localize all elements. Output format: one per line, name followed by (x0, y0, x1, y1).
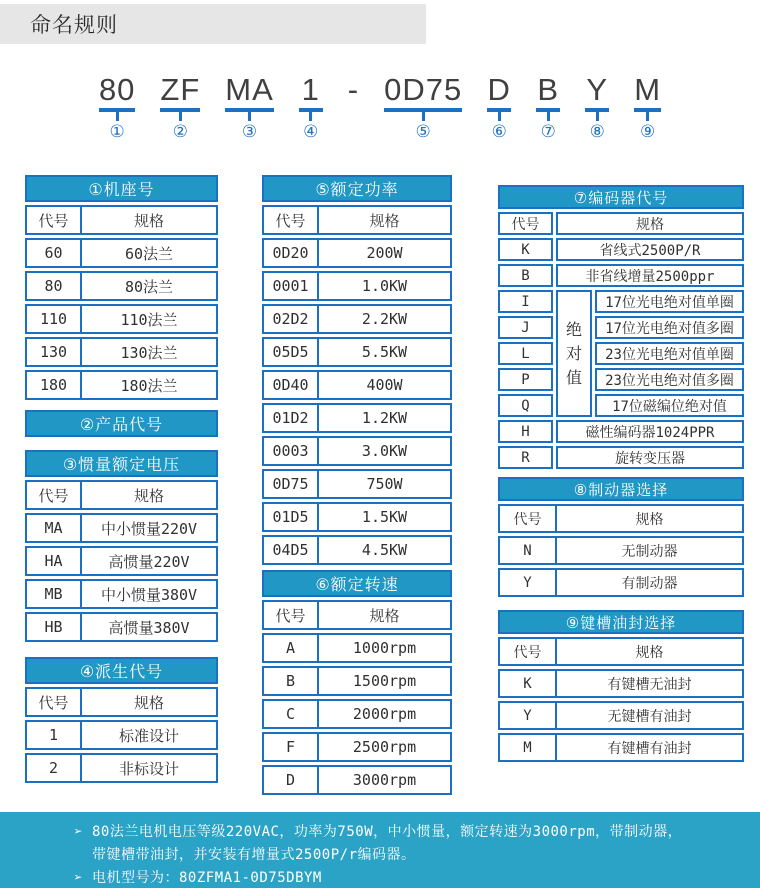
col-header-spec: 规格 (635, 511, 664, 528)
connector-tick (422, 112, 425, 121)
table-row (498, 733, 744, 762)
spec-cell: 3000rpm (352, 771, 417, 789)
code-cell: H (498, 420, 553, 443)
code-cell: 01D2 (264, 405, 319, 431)
spec-cell: 17位光电绝对值多圈 (595, 316, 744, 339)
table-row (262, 469, 452, 499)
table-row (498, 669, 744, 698)
circled-number: ④ (303, 122, 319, 142)
table-row (498, 536, 744, 565)
table-row (262, 502, 452, 532)
spec-cell: 23位光电绝对值多圈 (595, 368, 744, 391)
spec-cell: 高惯量220V (108, 552, 190, 571)
table-row (262, 238, 452, 268)
model-segment-text: D (487, 72, 511, 107)
code-cell: HA (27, 548, 82, 574)
col-header-spec: 规格 (133, 693, 164, 712)
table-row (25, 337, 218, 367)
table-row (25, 579, 218, 609)
table-encoder-header: ⑦编码器代号 (498, 185, 744, 209)
code-cell: 1 (27, 722, 82, 748)
circled-number: ③ (241, 122, 258, 142)
circled-number: ⑦ (540, 122, 556, 142)
code-cell: HB (27, 614, 82, 640)
model-segment-text: M (634, 72, 662, 107)
table-frame-head-row (25, 205, 218, 235)
code-cell: B (498, 264, 553, 287)
model-segment-speed (482, 74, 516, 141)
code-cell: 0D40 (264, 372, 319, 398)
code-cell: L (498, 342, 553, 365)
code-cell: 01D5 (264, 504, 319, 530)
col-header-code: 代号 (27, 689, 82, 715)
code-cell: 05D5 (264, 339, 319, 365)
col-header-code: 代号 (500, 639, 557, 664)
col-header-code: 代号 (500, 506, 557, 531)
code-cell: Y (500, 570, 557, 595)
spec-cell: 200W (366, 244, 403, 262)
table-row (25, 612, 218, 642)
model-segment-product (155, 74, 205, 141)
model-segment-derivative (294, 74, 328, 141)
model-segment-frame (94, 74, 140, 141)
spec-cell: 有制动器 (621, 575, 678, 592)
table-row (262, 304, 452, 334)
footer-note-2 (74, 867, 740, 890)
circled-number: ⑤ (415, 122, 431, 142)
code-cell: 04D5 (264, 537, 319, 563)
code-cell: F (264, 734, 319, 760)
table-inertia-header: ③惯量额定电压 (25, 450, 218, 477)
dash-text: - (347, 72, 360, 107)
spec-cell: 180法兰 (120, 376, 178, 395)
col-header-code: 代号 (27, 482, 82, 508)
spec-cell: 2500rpm (352, 738, 417, 756)
spec-cell: 130法兰 (120, 343, 178, 362)
footer-note-1-text (92, 821, 682, 867)
table-row (25, 546, 218, 576)
circled-number: ⑨ (640, 122, 656, 142)
circled-number: ② (172, 122, 188, 142)
code-cell: MA (27, 515, 82, 541)
column-right (498, 185, 744, 762)
col-header-code: 代号 (498, 212, 553, 235)
model-segment-text: B (537, 72, 560, 107)
col-header-spec: 规格 (556, 212, 744, 235)
table-row (262, 535, 452, 565)
code-cell: N (500, 538, 557, 563)
spec-cell: 标准设计 (118, 726, 179, 745)
col-header-code: 代号 (264, 602, 319, 628)
spec-cell: 2.2KW (361, 310, 408, 328)
table-row (25, 304, 218, 334)
table-row (262, 732, 452, 762)
model-segment-text: ZF (160, 72, 201, 107)
code-cell: I (498, 290, 553, 313)
code-cell: 2 (27, 755, 82, 781)
spec-cell: 1.0KW (361, 277, 408, 295)
arrow-bullet-icon: ➢ (74, 870, 83, 886)
code-cell: Y (500, 703, 557, 728)
absolute-value-merged-cell: 绝对值 (556, 290, 592, 417)
code-cell: R (498, 446, 553, 469)
footer-note-1-line-2: 带键槽带油封，并安装有增量式2500P/r编码器。 (92, 847, 416, 863)
model-segment-text: 80 (98, 72, 136, 107)
circled-number: ① (109, 122, 125, 142)
code-cell: P (498, 368, 553, 391)
table-inertia-head-row (25, 480, 218, 510)
code-cell: 130 (27, 339, 82, 365)
connector-tick (309, 112, 312, 121)
code-cell: 0D75 (264, 471, 319, 497)
table-row (25, 271, 218, 301)
spec-cell: 中小惯量220V (100, 519, 198, 538)
code-cell: 180 (27, 372, 82, 398)
table-row (262, 370, 452, 400)
title-bar (0, 4, 426, 44)
spec-cell: 无键槽有油封 (607, 708, 692, 725)
code-cell: K (500, 671, 557, 696)
model-segment-text: Y (586, 72, 609, 107)
footer-note-2-text: 电机型号为：80ZFMA1-0D75DBYM (92, 870, 322, 886)
code-cell: 60 (27, 240, 82, 266)
spec-cell: 中小惯量380V (100, 585, 198, 604)
table-speed-header: ⑥额定转速 (262, 570, 452, 597)
spec-cell: 80法兰 (124, 277, 174, 296)
spec-cell: 400W (366, 376, 403, 394)
table-row (25, 370, 218, 400)
code-cell: 80 (27, 273, 82, 299)
table-encoder-body (498, 212, 744, 469)
spec-cell: 1000rpm (352, 639, 417, 657)
table-row (498, 568, 744, 597)
table-row (262, 666, 452, 696)
table-keyway-header: ⑨键槽油封选择 (498, 610, 744, 634)
code-cell: 110 (27, 306, 82, 332)
spec-cell: 磁性编码器1024PPR (556, 420, 744, 443)
code-cell: K (498, 238, 553, 261)
footer-note-1 (74, 821, 740, 867)
table-row (262, 403, 452, 433)
model-code-diagram (0, 74, 760, 141)
spec-cell: 23位光电绝对值单圈 (595, 342, 744, 365)
arrow-bullet-icon: ➢ (74, 824, 83, 840)
model-segment-text: 1 (301, 72, 320, 107)
connector-tick (547, 112, 550, 121)
footer-note-band (0, 812, 760, 888)
table-row (25, 753, 218, 783)
code-cell: A (264, 635, 319, 661)
table-power-header: ⑤额定功率 (262, 175, 452, 202)
spec-cell: 非标设计 (118, 759, 179, 778)
code-cell: J (498, 316, 553, 339)
code-cell: MB (27, 581, 82, 607)
table-row (262, 337, 452, 367)
spec-cell: 有键槽有油封 (607, 740, 692, 757)
connector-tick (116, 112, 119, 121)
code-cell: 02D2 (264, 306, 319, 332)
table-product-header: ②产品代号 (25, 410, 218, 437)
spec-cell: 17位光电绝对值单圈 (595, 290, 744, 313)
circled-number: ⑥ (491, 122, 507, 142)
model-segment-keyway (629, 74, 666, 141)
model-segment-inertia (220, 74, 279, 141)
table-row (262, 765, 452, 795)
connector-tick (179, 112, 182, 121)
spec-cell: 2000rpm (352, 705, 417, 723)
spec-cell: 高惯量380V (108, 618, 190, 637)
spec-cell: 有键槽无油封 (607, 676, 692, 693)
connector-tick (646, 112, 649, 121)
table-row (25, 720, 218, 750)
model-segment-text: MA (225, 72, 274, 107)
spec-cell: 旋转变压器 (556, 446, 744, 469)
code-cell: 0D20 (264, 240, 319, 266)
table-row (262, 699, 452, 729)
page-title: 命名规则 (30, 13, 118, 37)
spec-cell: 1.2KW (361, 409, 408, 427)
table-row (498, 701, 744, 730)
code-cell: Q (498, 394, 553, 417)
spec-cell: 750W (366, 475, 403, 493)
code-cell: C (264, 701, 319, 727)
table-speed-head-row (262, 600, 452, 630)
code-cell: 0001 (264, 273, 319, 299)
table-keyway-head-row (498, 637, 744, 666)
col-header-spec: 规格 (369, 211, 400, 230)
spec-cell: 110法兰 (120, 310, 178, 329)
table-row (25, 238, 218, 268)
col-header-spec: 规格 (635, 644, 664, 661)
col-header-spec: 规格 (133, 486, 164, 505)
spec-cell: 省线式2500P/R (556, 238, 744, 261)
col-header-code: 代号 (27, 207, 82, 233)
spec-cell: 60法兰 (124, 244, 174, 263)
col-header-spec: 规格 (133, 211, 164, 230)
connector-tick (248, 112, 251, 121)
table-derivative-head-row (25, 687, 218, 717)
spec-cell: 17位磁编位绝对值 (595, 394, 744, 417)
spec-cell: 3.0KW (361, 442, 408, 460)
table-brake-header: ⑧制动器选择 (498, 477, 744, 501)
table-frame-header: ①机座号 (25, 175, 218, 202)
spec-cell: 5.5KW (361, 343, 408, 361)
code-cell: D (264, 767, 319, 793)
spec-cell: 1.5KW (361, 508, 408, 526)
table-power-head-row (262, 205, 452, 235)
model-segment-text: 0D75 (384, 72, 463, 107)
spec-cell: 非省线增量2500ppr (556, 264, 744, 287)
model-segment-brake (580, 74, 614, 141)
code-cell: B (264, 668, 319, 694)
connector-tick (596, 112, 599, 121)
table-row (262, 436, 452, 466)
model-segment-power (379, 74, 467, 141)
spec-cell: 无制动器 (621, 543, 678, 560)
footer-note-1-line-1: 80法兰电机电压等级220VAC，功率为750W，中小惯量，额定转速为3000rpm，带制动器， (92, 824, 683, 840)
spec-cell: 4.5KW (361, 541, 408, 559)
column-middle (262, 175, 452, 795)
model-separator-dash (343, 74, 364, 106)
col-header-code: 代号 (264, 207, 319, 233)
column-left (25, 175, 218, 783)
circled-number: ⑧ (589, 122, 605, 142)
model-segment-encoder (531, 74, 565, 141)
code-cell: M (500, 735, 557, 760)
code-cell: 0003 (264, 438, 319, 464)
table-row (262, 271, 452, 301)
table-row (25, 513, 218, 543)
col-header-spec: 规格 (369, 606, 400, 625)
table-derivative-header: ④派生代号 (25, 657, 218, 684)
table-brake-head-row (498, 504, 744, 533)
spec-cell: 1500rpm (352, 672, 417, 690)
table-row (262, 633, 452, 663)
connector-tick (498, 112, 501, 121)
